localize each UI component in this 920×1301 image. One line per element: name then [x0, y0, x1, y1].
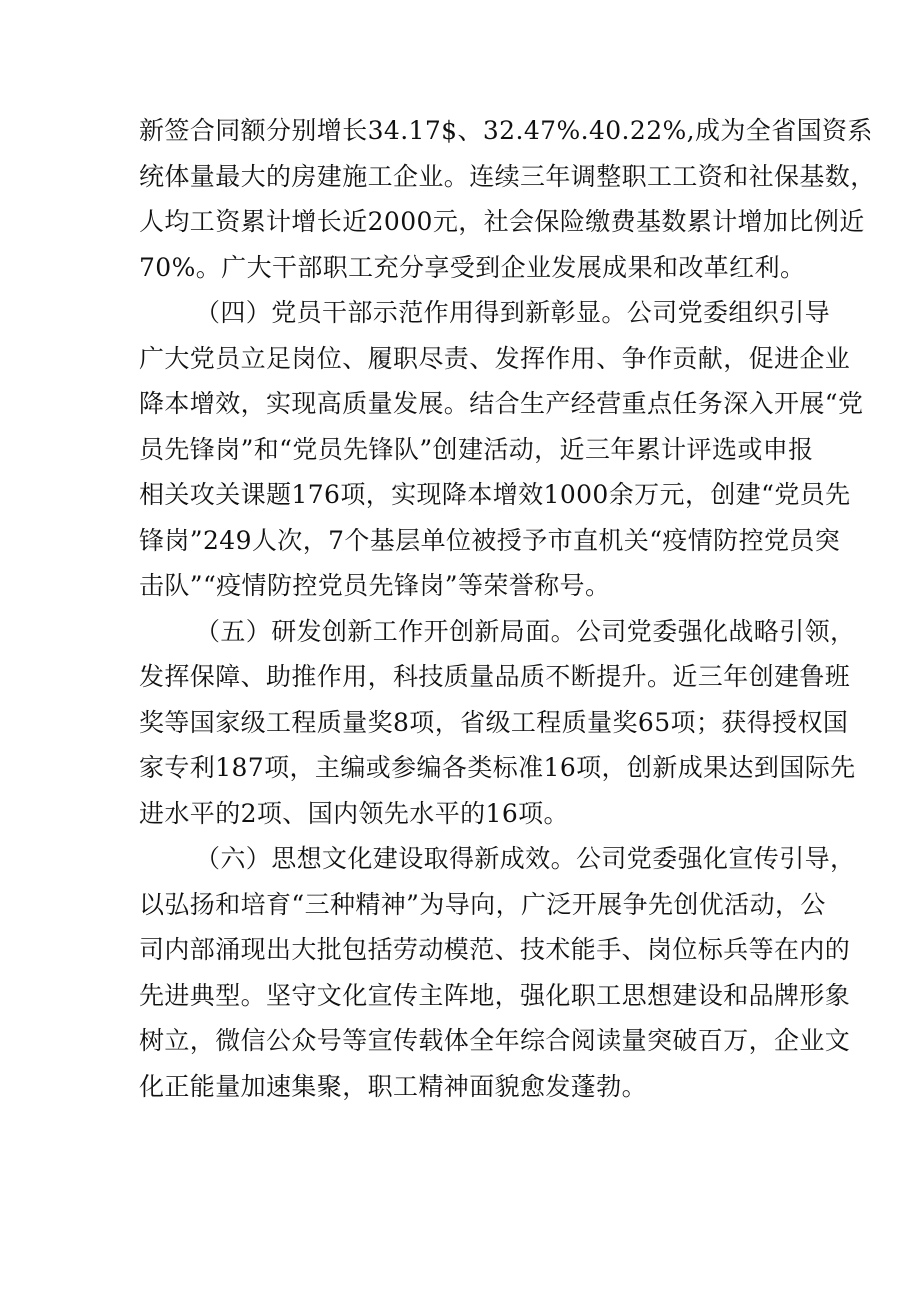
text-line: 人均工资累计增长近2000元，社会保险缴费基数累计增加比例近	[139, 207, 865, 236]
text-line: 员先锋岗”和“党员先锋队”创建活动，近三年累计评选或申报	[139, 434, 814, 464]
text-line: 以弘扬和培育“三种精神”为导向，广泛开展争先创优活动，公	[139, 889, 826, 919]
text-line: 司内部涌现出大批包括劳动模范、技术能手、岗位标兵等在内的	[139, 935, 851, 964]
document-body	[139, 108, 876, 1109]
paragraph-culture	[139, 836, 856, 1109]
text-line: 锋岗”249人次，7个基层单位被授予市直机关“疫情防控党员突	[139, 525, 841, 555]
text-line: 新签合同额分别增长34.17$、32.47%.40.22%,成为全省国资系	[139, 116, 873, 145]
text-line: （四）党员干部示范作用得到新彰显。公司党委组织引导	[195, 298, 831, 327]
text-line: 化正能量加速集聚，职工精神面貌愈发蓬勃。	[139, 1071, 648, 1101]
text-line: （五）研发创新工作开创新局面。公司党委强化战略引领，	[195, 616, 856, 646]
paragraph-continuation	[139, 108, 876, 290]
text-line: 奖等国家级工程质量奖8项，省级工程质量奖65项；获得授权国	[139, 707, 849, 737]
text-line: 树立，微信公众号等宣传载体全年综合阅读量突破百万，企业文	[139, 1026, 851, 1055]
text-line: 广大党员立足岗位、履职尽责、发挥作用、争作贡献，促进企业	[139, 343, 851, 373]
text-line: 先进典型。坚守文化宣传主阵地，强化职工思想建设和品牌形象	[139, 980, 851, 1010]
paragraph-party-members	[139, 290, 864, 609]
text-line: 降本增效，实现高质量发展。结合生产经营重点任务深入开展“党	[139, 389, 864, 418]
text-line: 家专利187项，主编或参编各类标准16项，创新成果达到国际先	[139, 753, 856, 782]
text-line: 进水平的2项、国内领先水平的16项。	[139, 798, 569, 828]
paragraph-innovation	[139, 609, 856, 837]
text-line: 击队”“疫情防控党员先锋岗”等荣誉称号。	[139, 571, 611, 600]
text-line: 发挥保障、助推作用，科技质量品质不断提升。近三年创建鲁班	[139, 662, 851, 691]
text-line: （六）思想文化建设取得新成效。公司党委强化宣传引导，	[195, 844, 856, 873]
text-line: 70%。广大干部职工充分享受到企业发展成果和改革红利。	[139, 252, 806, 282]
text-line: 统体量最大的房建施工企业。连续三年调整职工工资和社保基数，	[139, 161, 876, 191]
text-line: 相关攻关课题176项，实现降本增效1000余万元，创建“党员先	[139, 480, 851, 509]
